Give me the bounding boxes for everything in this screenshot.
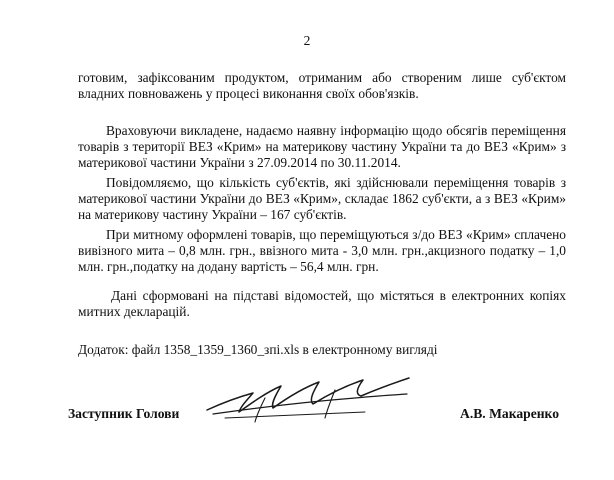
paragraph-continuation: готовим, зафіксованим продуктом, отриманим або створеним лише суб'єктом владних повноважень у процесі виконання своїх обов'язків. [78, 70, 566, 101]
paragraph-data-source: Дані сформовані на підставі відомостей, що містяться в електронних копіях митних декларацій. [78, 288, 566, 319]
attachment-note: Додаток: файл 1358_1359_1360_зпі.xls в електронному вигляді [78, 342, 438, 357]
paragraph-subjects-count: Повідомляємо, що кількість суб'єктів, які здійснювали переміщення товарів з материкової частини України до ВЕЗ «Крим», складає 1862 суб'єкти, а з ВЕЗ «Крим» на материкову частину України – 167 суб'єктів. [78, 175, 566, 222]
paragraph-information-provided: Враховуючи викладене, надаємо наявну інформацію щодо обсягів переміщення товарів з території ВЕЗ «Крим» на материкову частину України та до ВЕЗ «Крим» з материкової частини України з 27.09.2014 по 30.11.2014. [78, 123, 566, 170]
handwritten-signature [195, 368, 425, 438]
paragraph-customs-payments: При митному оформлені товарів, що переміщуються з/до ВЕЗ «Крим» сплачено вивізного мита – 0,8 млн. грн., ввізного мита - 3,0 млн. грн.,акцизного податку – 1,0 млн. грн.,податку на додану вартість – 56,4 млн. грн. [78, 227, 566, 274]
signer-name: А.В. Макаренко [460, 406, 560, 421]
page-number: 2 [303, 33, 311, 48]
signer-title: Заступник Голови [68, 406, 180, 421]
